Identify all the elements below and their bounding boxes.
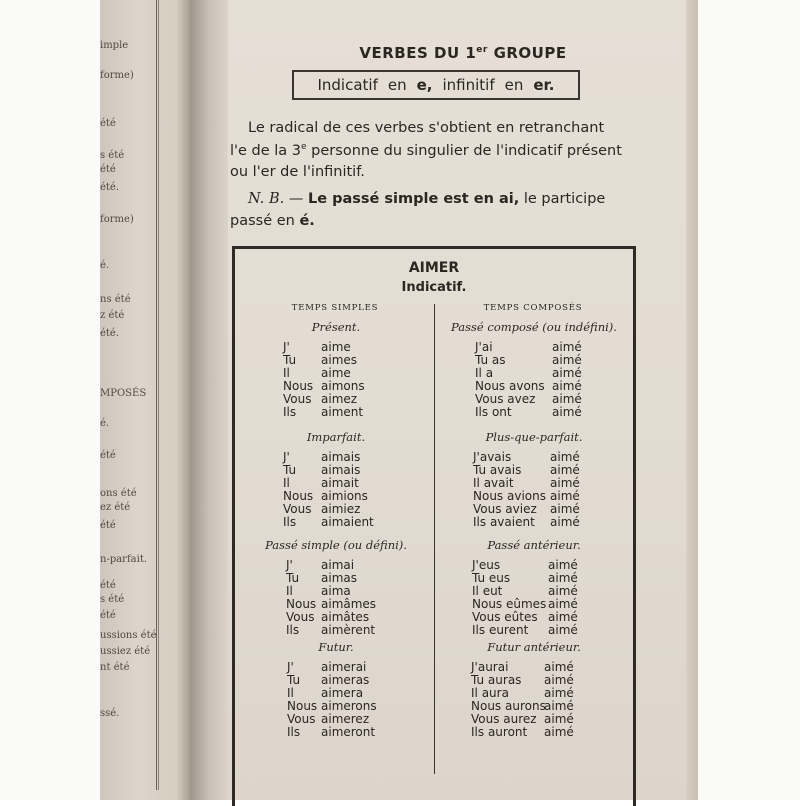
left-page-fragment: ns été xyxy=(100,294,131,305)
conjugation-form: aimé xyxy=(552,366,582,380)
tense-title: Présent. xyxy=(311,320,361,334)
conjugation-form: aimé xyxy=(552,340,582,354)
conjugation-pronoun: J'aurai xyxy=(471,660,509,674)
conjugation-form: aimé xyxy=(552,379,582,393)
conjugation-pronoun: Ils xyxy=(286,623,300,637)
conjugation-form: aimas xyxy=(321,571,357,585)
left-page-fragment: ussions été xyxy=(100,630,157,641)
page-edge xyxy=(686,0,698,800)
conjugation-form: aimez xyxy=(321,392,358,406)
conjugation-pronoun: J'ai xyxy=(475,340,493,354)
conjugation-form: aima xyxy=(321,584,351,598)
left-page-fragment: ons été xyxy=(100,488,137,499)
conjugation-form: aimé xyxy=(544,699,574,713)
left-page-fragment: été xyxy=(100,450,116,461)
mood-title: Indicatif. xyxy=(401,280,467,295)
rule-word: e, xyxy=(416,76,433,94)
conjugation-form: aimera xyxy=(321,686,364,700)
conjugation-pronoun: Il a xyxy=(475,366,494,380)
conjugation-pronoun: J'avais xyxy=(473,450,512,464)
conjugation-pronoun: Il xyxy=(283,476,290,490)
conjugation-pronoun: Nous aurons xyxy=(471,699,546,713)
conjugation-pronoun: Vous xyxy=(283,392,312,406)
conjugation-pronoun: Vous eûtes xyxy=(472,610,538,624)
left-page-fragment: z été xyxy=(100,310,125,321)
conjugation-pronoun: Il avait xyxy=(473,476,514,490)
conjugation-form: aimes xyxy=(321,353,358,367)
conjugation-pronoun: Vous aurez xyxy=(471,712,537,726)
conjugation-pronoun: J' xyxy=(286,558,293,572)
conjugation-pronoun: Nous avions xyxy=(473,489,546,503)
conjugation-pronoun: Tu auras xyxy=(471,673,522,687)
tense-title: Futur. xyxy=(318,640,354,654)
conjugation-form: aimé xyxy=(548,584,578,598)
conjugation-form: aimé xyxy=(544,660,574,674)
conjugation-pronoun: Ils avaient xyxy=(473,515,535,529)
conjugation-form: aimèrent xyxy=(321,623,376,637)
conjugation-pronoun: Nous xyxy=(287,699,318,713)
rule-box xyxy=(292,70,580,100)
tense-title: Passé simple (ou défini). xyxy=(265,538,407,552)
left-page-fragment: ez été xyxy=(100,502,131,513)
conjugation-pronoun: Nous avons xyxy=(475,379,545,393)
left-page-fragment: été. xyxy=(100,182,120,193)
left-page-fragment: été xyxy=(100,520,116,531)
conjugation-form: aimé xyxy=(550,502,580,516)
conjugation-form: aimerai xyxy=(321,660,367,674)
conjugation-form: aimé xyxy=(548,571,578,585)
conjugation-form: aimai xyxy=(321,558,355,572)
tense-title: Futur antérieur. xyxy=(487,640,581,654)
rule-word: en xyxy=(504,76,524,94)
conjugation-pronoun: Nous xyxy=(286,597,317,611)
column-head-simple: TEMPS SIMPLES xyxy=(291,303,379,313)
conjugation-form: aime xyxy=(321,366,351,380)
left-page-frame-line-inner xyxy=(158,0,159,790)
tense-title: Passé antérieur. xyxy=(487,538,581,552)
verb-title: AIMER xyxy=(408,260,460,276)
conjugation-pronoun: J' xyxy=(283,450,290,464)
conjugation-pronoun: Tu xyxy=(286,571,300,585)
left-page-frame-line xyxy=(156,0,157,790)
conjugation-form: aimé xyxy=(552,353,582,367)
conjugation-pronoun: Vous avez xyxy=(475,392,536,406)
left-page-fragment: ssé. xyxy=(100,708,120,719)
conjugation-form: aimais xyxy=(321,450,361,464)
left-page-fragment: été xyxy=(100,610,116,621)
conjugation-pronoun: Nous xyxy=(283,489,314,503)
conjugation-form: aimerez xyxy=(321,712,370,726)
conjugation-form: aimé xyxy=(544,712,574,726)
conjugation-form: aimions xyxy=(321,489,368,503)
conjugation-form: aimé xyxy=(548,597,578,611)
conjugation-pronoun: Ils ont xyxy=(475,405,512,419)
conjugation-form: aimé xyxy=(544,686,574,700)
conjugation-pronoun: Vous xyxy=(286,610,315,624)
left-page-fragment: été xyxy=(100,118,116,129)
left-page-fragment: MPOSÉS xyxy=(100,388,147,399)
left-page-fragment: imple xyxy=(100,40,129,51)
paragraph-line-2: l'e de la 3e personne du singulier de l'indicatif présent xyxy=(230,142,622,159)
conjugation-form: aimâmes xyxy=(321,597,377,611)
left-page-fragment: é. xyxy=(100,260,110,271)
conjugation-form: aiment xyxy=(321,405,364,419)
left-page xyxy=(100,0,190,800)
conjugation-form: aimé xyxy=(544,673,574,687)
conjugation-form: aimé xyxy=(548,610,578,624)
left-page-fragment: été xyxy=(100,164,116,175)
conjugation-pronoun: Il eut xyxy=(472,584,503,598)
conjugation-form: aimé xyxy=(544,725,574,739)
conjugation-pronoun: Tu xyxy=(287,673,301,687)
conjugation-form: aimeras xyxy=(321,673,370,687)
conjugation-pronoun: Vous xyxy=(283,502,312,516)
rule-word: en xyxy=(387,76,407,94)
conjugation-form: aimiez xyxy=(321,502,361,516)
book-gutter xyxy=(190,0,230,800)
conjugation-pronoun: Tu as xyxy=(475,353,506,367)
conjugation-form: aimerons xyxy=(321,699,377,713)
conjugation-form: aimé xyxy=(550,515,580,529)
conjugation-form: aimaient xyxy=(321,515,374,529)
conjugation-pronoun: Il xyxy=(286,584,293,598)
conjugation-form: aimais xyxy=(321,463,361,477)
conjugation-pronoun: Tu xyxy=(283,463,297,477)
conjugation-form: aimé xyxy=(550,450,580,464)
conjugation-pronoun: Tu eus xyxy=(472,571,511,585)
tense-title: Imparfait. xyxy=(306,430,366,444)
conjugation-pronoun: Vous aviez xyxy=(473,502,537,516)
conjugation-pronoun: Nous eûmes xyxy=(472,597,547,611)
photo-background-left xyxy=(0,0,100,800)
conjugation-pronoun: Ils eurent xyxy=(472,623,529,637)
conjugation-pronoun: Ils xyxy=(283,515,297,529)
conjugation-pronoun: J' xyxy=(283,340,290,354)
conjugation-form: aimé xyxy=(550,476,580,490)
left-page-fragment: forme) xyxy=(100,214,134,225)
conjugation-pronoun: Ils xyxy=(283,405,297,419)
conjugation-pronoun: Il xyxy=(287,686,294,700)
conjugation-form: aimé xyxy=(548,623,578,637)
conjugation-pronoun: Nous xyxy=(283,379,314,393)
left-page-fragment: été xyxy=(100,580,116,591)
left-page-fragment: ussiez été xyxy=(100,646,151,657)
conjugation-form: aimé xyxy=(550,489,580,503)
conjugation-form: aimé xyxy=(552,392,582,406)
conjugation-form: aime xyxy=(321,340,351,354)
conjugation-pronoun: Vous xyxy=(287,712,316,726)
note-line-1: N. B. — Le passé simple est en ai, le participe xyxy=(248,191,606,207)
conjugation-pronoun: Il xyxy=(283,366,290,380)
conjugation-form: aimons xyxy=(321,379,365,393)
paragraph-line-1: Le radical de ces verbes s'obtient en retranchant xyxy=(248,120,605,136)
rule-word: er. xyxy=(533,76,555,94)
rule-word: infinitif xyxy=(442,76,495,94)
conjugation-form: aimait xyxy=(321,476,359,490)
tense-title: Plus-que-parfait. xyxy=(485,430,583,444)
paragraph-line-3: ou l'er de l'infinitif. xyxy=(230,164,365,180)
conjugation-pronoun: Tu avais xyxy=(473,463,522,477)
rule-word: Indicatif xyxy=(317,76,378,94)
left-page-fragment: s été xyxy=(100,594,125,605)
note-line-2: passé en é. xyxy=(230,213,315,229)
left-page-fragment: n-parfait. xyxy=(100,554,148,565)
photo-background-right xyxy=(698,0,800,800)
column-head-compound: TEMPS COMPOSÉS xyxy=(483,303,583,313)
left-page-fragment: é. xyxy=(100,418,110,429)
conjugation-form: aimé xyxy=(550,463,580,477)
conjugation-pronoun: Il aura xyxy=(471,686,509,700)
conjugation-form: aimé xyxy=(548,558,578,572)
conjugation-pronoun: Ils xyxy=(287,725,301,739)
conjugation-pronoun: J'eus xyxy=(472,558,501,572)
page-title: VERBES DU 1er GROUPE xyxy=(359,44,567,62)
conjugation-form: aimeront xyxy=(321,725,376,739)
conjugation-pronoun: J' xyxy=(287,660,294,674)
tense-title: Passé composé (ou indéfini). xyxy=(451,320,617,334)
table-column-divider xyxy=(434,304,435,774)
conjugation-form: aimé xyxy=(552,405,582,419)
conjugation-pronoun: Ils auront xyxy=(471,725,528,739)
left-page-fragment: été. xyxy=(100,328,120,339)
left-page-fragment: forme) xyxy=(100,70,134,81)
conjugation-form: aimâtes xyxy=(321,610,370,624)
left-page-fragment: s été xyxy=(100,150,125,161)
left-page-fragment: nt été xyxy=(100,662,130,673)
conjugation-pronoun: Tu xyxy=(283,353,297,367)
